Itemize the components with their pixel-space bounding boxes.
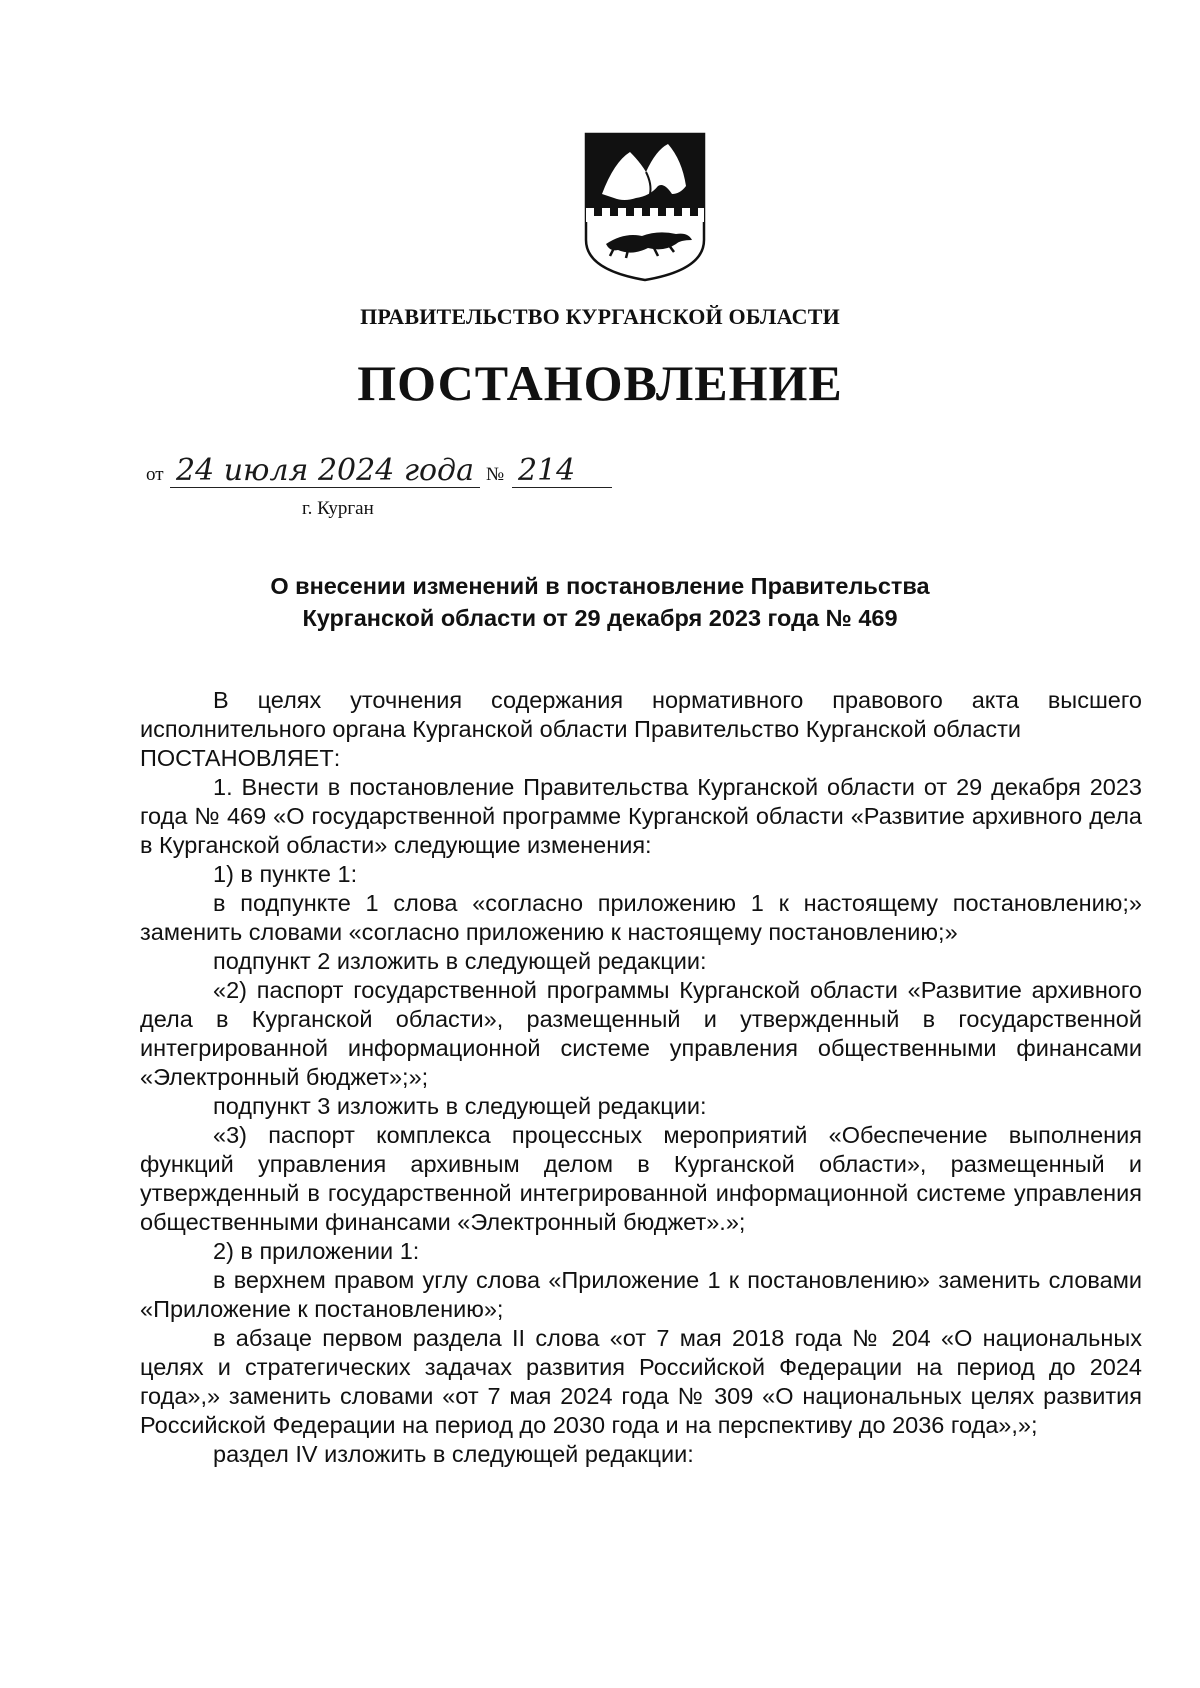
number-label: № (486, 464, 505, 485)
body-paragraph: 1) в пункте 1: (213, 861, 358, 887)
coat-of-arms-emblem (584, 132, 706, 282)
body-paragraph: «2) паспорт государственной программы Курганской области «Развитие архивного дела в Курганской области», размещенный и утвержденный в государственной интегрированной информационной системе управления общественными финансами «Электронный бюджет»;»; (140, 977, 1142, 1090)
body-paragraph: В целях уточнения содержания нормативного правового акта высшего исполнительного органа Курганской области Правительство Курганской области (140, 687, 1142, 742)
body-paragraph: подпункт 3 изложить в следующей редакции: (213, 1093, 707, 1119)
body-paragraph: в верхнем правом углу слова «Приложение 1 к постановлению» заменить словами «Приложение к постановлению»; (140, 1267, 1142, 1322)
handwritten-date: 24 июля 2024 года (176, 453, 474, 488)
handwritten-number: 214 (518, 453, 576, 488)
body-paragraph: «3) паспорт комплекса процессных мероприятий «Обеспечение выполнения функций управления архивным делом в Курганской области», размещенный и утвержденный в государственной интегрированной информационной системе управления общественными финансами «Электронный бюджет».»; (140, 1122, 1142, 1235)
city-label: г. Курган (302, 498, 374, 519)
date-number-line (146, 452, 666, 492)
body-paragraph: 1. Внести в постановление Правительства Курганской области от 29 декабря 2023 года № 469 «О государственной программе Курганской области «Развитие архивного дела в Курганской области» следующие изменения: (140, 774, 1142, 858)
body-paragraph: 2) в приложении 1: (213, 1238, 420, 1264)
body-paragraph: раздел IV изложить в следующей редакции: (213, 1441, 694, 1467)
document-body (140, 686, 1142, 1469)
document-title-line-2: Курганской области от 29 декабря 2023 года № 469 (302, 605, 898, 631)
date-from-label: от (146, 464, 164, 485)
body-paragraph-decree: ПОСТАНОВЛЯЕТ: (140, 745, 341, 771)
document-title-line-1: О внесении изменений в постановление Правительства (270, 573, 930, 599)
body-paragraph: в абзаце первом раздела II слова «от 7 мая 2018 года № 204 «О национальных целях и стратегических задачах развития Российской Федерации на период до 2024 года»,» заменить словами «от 7 мая 2024 года № 309 «О национальных целях развития Российской Федерации на период до 2030 года и на перспективу до 2036 года»,»; (140, 1325, 1142, 1438)
document-type-heading: ПОСТАНОВЛЕНИЕ (357, 355, 843, 411)
body-paragraph: подпункт 2 изложить в следующей редакции: (213, 948, 707, 974)
government-name: ПРАВИТЕЛЬСТВО КУРГАНСКОЙ ОБЛАСТИ (360, 304, 840, 329)
document-title (0, 570, 1200, 634)
body-paragraph: в подпункте 1 слова «согласно приложению 1 к настоящему постановлению;» заменить словами «согласно приложению к настоящему постановлению;» (140, 890, 1142, 945)
